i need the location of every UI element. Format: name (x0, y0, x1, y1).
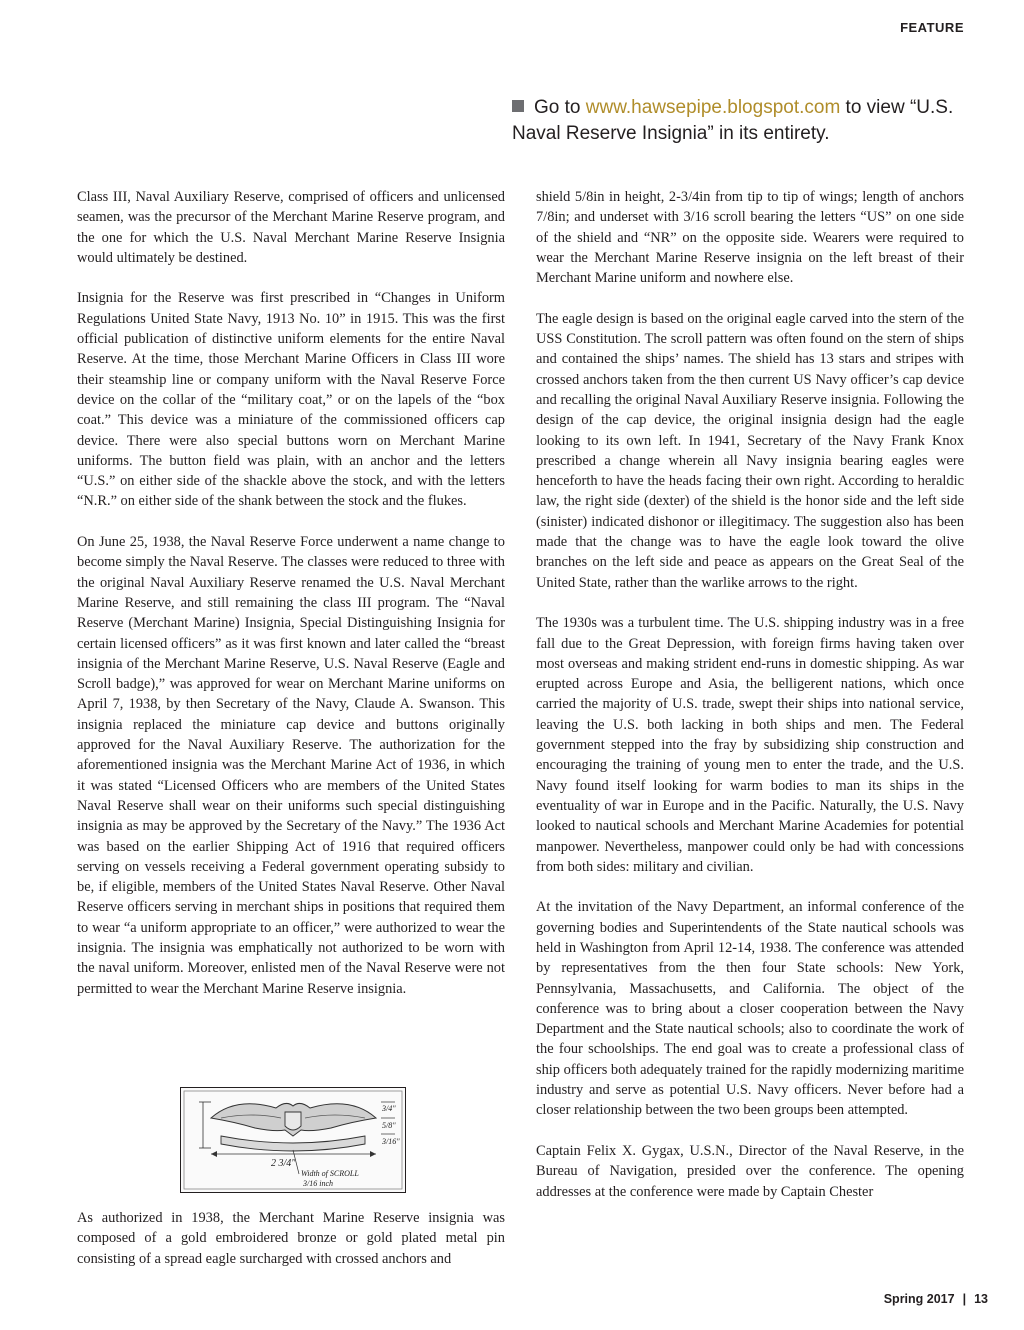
callout-prefix: Go to (534, 97, 586, 118)
dimension-mid-label: 5/8" (382, 1121, 396, 1130)
paragraph: As authorized in 1938, the Merchant Marine Reserve insignia was composed of a gold embroidered bronze or gold plated metal pin consisting of a spread eagle surcharged with crossed anchors and (77, 1210, 505, 1267)
scroll-shape (221, 1136, 365, 1151)
callout (512, 95, 972, 147)
square-bullet-icon (512, 100, 524, 112)
footer-separator: | (962, 1292, 967, 1306)
page-footer (884, 1292, 988, 1306)
left-column (77, 187, 505, 1019)
width-dimension-label: 2 3/4" (271, 1158, 296, 1169)
paragraph: At the invitation of the Navy Department, an informal conference of the governing bodies and Superintendents of the State nautical schools was held in Washington from April 12-14, 1938. The conference was attended by representatives from the then four State schools: New York, Pennsylvania, Massachusetts, and California. The object of the conference was to bring about a closer cooperation between the Navy Department and the State nautical schools; also to coordinate the work of the four schoolships. The end goal was to create a professional class of ship officers both adequately trained for the rapidly modernizing maritime industry and serve as potential U.S. Navy officers. Never before had a closer relationship between the two been groups been attempted. (536, 899, 964, 1119)
paragraph: Insignia for the Reserve was first prescribed in “Changes in Uniform Regulations United State Navy, 1913 No. 10” in 1915. This was the first official publication of distinctive uniform elements for the entire Naval Reserve. At the time, those Merchant Marine Officers in Class III wore their steamship line or company uniform with the Naval Reserve Force device on the collar of the “military coat,” or on the lapels of the “box coat.” This device was a miniature of the commissioned officers cap device. There were also special buttons worn on Merchant Marine uniforms. The button field was plain, with an anchor and the letters “U.S.” on either side of the shackle above the stock, and with the letters “N.R.” on either side of the shank between the stock and the flukes. (77, 290, 505, 510)
left-column-bottom (77, 1208, 505, 1269)
dimension-bottom-label: 3/16" (382, 1137, 400, 1146)
paragraph: shield 5/8in in height, 2-3/4in from tip to tip of wings; length of anchors 7/8in; and underset with 3/16 scroll bearing the letters “US” on one side of the shield and “NR” on the opposite side. Wearers were required to wear the Merchant Marine Reserve insignia on the left breast of their Merchant Marine uniform and nowhere else. (536, 189, 964, 287)
paragraph: On June 25, 1938, the Naval Reserve Force underwent a name change to become simply the Naval Reserve. The classes were reduced to three with the original Naval Auxiliary Reserve renamed the U.S. Naval Merchant Marine Reserve, and still remaining the class III program. The “Naval Reserve (Merchant Marine) Insignia, Special Distinguishing Insignia for certain licensed officers” as it was first known and later called the “breast insignia of the Merchant Marine Reserve, U.S. Naval Reserve (Eagle and Scroll badge),” was approved for wear on Merchant Marine uniforms on April 7, 1938, by then Secretary of the Navy, Claude A. Swanson. This insignia replaced the miniature cap device and buttons originally approved for the Naval Auxiliary Reserve. The authorization for the aforementioned insignia was the Merchant Marine Act of 1936, in which it was stated “Licensed Officers who are members of the United States Naval Reserve shall wear on their uniforms such special distinguishing insignia as may be approved by the Secretary of the Navy.” The 1936 Act was based on the earlier Shipping Act of 1916 that required officers serving on vessels receiving a Federal government operating subsidy to be, if eligible, members of the United States Naval Reserve. Other Naval Reserve officers serving in merchant ships in positions that required them to wear “a uniform appropriate to an officer,” were authorized to wear the insignia. The insignia was emphatically not authorized to be worn with the naval uniform. Moreover, enlisted men of the Naval Reserve were not permitted to wear the Merchant Marine Reserve insignia. (77, 534, 505, 997)
blog-link[interactable]: www.hawsepipe.blogspot.com (585, 97, 841, 118)
paragraph: Captain Felix X. Gygax, U.S.N., Director of the Naval Reserve, in the Bureau of Navigation, presided over the conference. The opening addresses at the conference were made by Captain Chester (536, 1142, 964, 1200)
dimension-top-label: 3/4" (382, 1104, 396, 1113)
section-label: FEATURE (900, 20, 964, 35)
page-number: 13 (974, 1292, 988, 1306)
paragraph: The 1930s was a turbulent time. The U.S. shipping industry was in a free fall due to the Great Depression, with foreign firms having taken over most overseas and making strident end-runs in domestic shipping. As war erupted across Europe and Asia, the belligerent nations, which once carried the majority of U.S. trade, swept their ships into national service, leaving the U.S. both lacking in both ships and men. The Federal government stepped into the fray by subsidizing ship construction and encouraging the training of young men to enter the trade, and the U.S. Navy found itself looking for warm bodies to man its ships in the eventuality of war in Europe and in the Pacific. Naturally, the U.S. Navy looked to nautical schools and Merchant Marine Academies for potential manpower. Nevertheless, manpower could only be had with concessions from both sides: military and civilian. (536, 615, 964, 875)
insignia-sketch (181, 1088, 405, 1192)
paragraph: Class III, Naval Auxiliary Reserve, comprised of officers and unlicensed seamen, was the precursor of the Merchant Marine Reserve program, and the one for which the U.S. Naval Merchant Marine Reserve Insignia would ultimately be destined. (77, 189, 505, 266)
scroll-note-line2: 3/16 inch (303, 1179, 333, 1188)
issue-label: Spring 2017 (883, 1292, 955, 1306)
right-column (536, 187, 964, 1222)
paragraph: The eagle design is based on the original eagle carved into the stern of the USS Constitution. The scroll pattern was often found on the stern of ships and contained the ships’ names. The shield has 13 stars and stripes with crossed anchors taken from the then current US Navy officer’s cap device and recalling the original Naval Auxiliary Reserve insignia. Following the design of the cap device, the original insignia design had the eagle looking to its own left. In 1941, Secretary of the Navy Frank Knox prescribed a change wherein all Navy insignia bearing eagles were henceforth to have the heads facing their own right. According to heraldic law, the right side (dexter) of the shield is the honor side and the left side (sinister) indicated dishonor or illegitimacy. The suggestion also has been made that the change was to have the eagle look toward the olive branches on the left side and peace as appears on the Great Seal of the United State, rather than the warlike arrows to the right. (536, 310, 964, 591)
callout-suffix: to view “U.S. Naval Reserve Insignia” in its entirety. (512, 97, 954, 144)
shield-shape (285, 1112, 301, 1130)
scroll-note-line1: Width of SCROLL (301, 1169, 359, 1178)
insignia-sketch-figure (180, 1087, 406, 1193)
